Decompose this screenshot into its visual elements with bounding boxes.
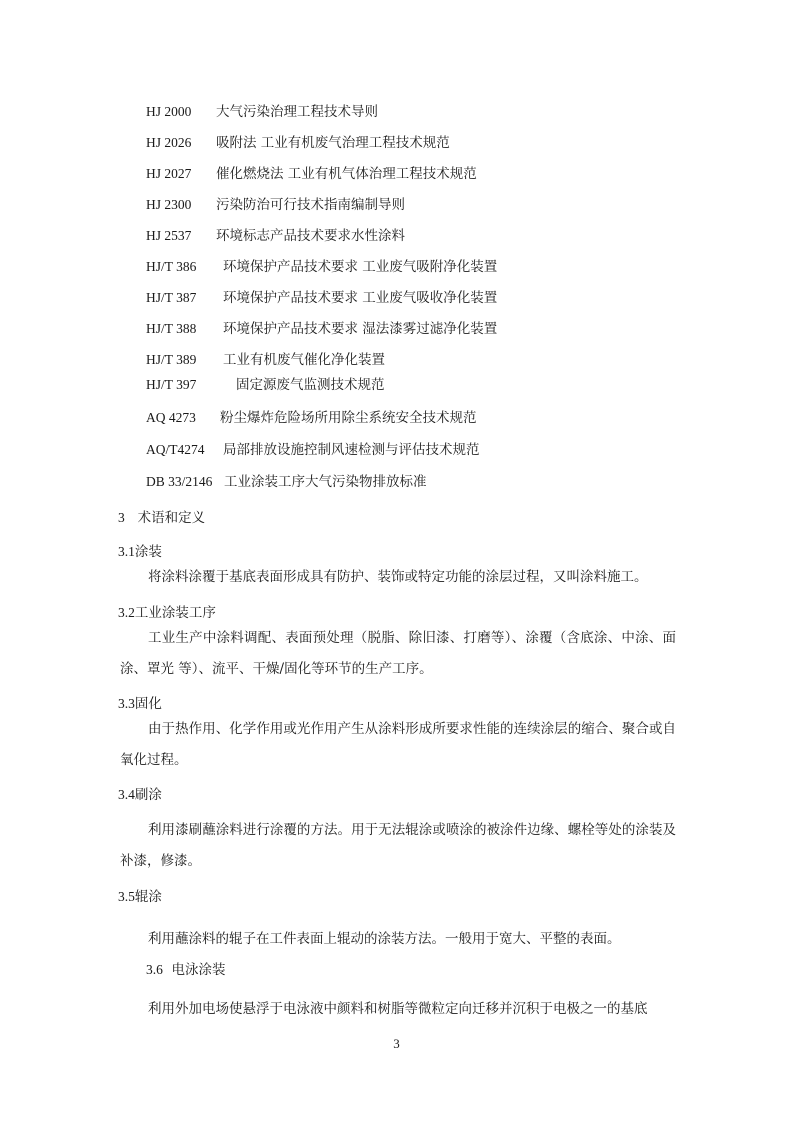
term-definition: 利用漆刷蘸涂料进行涂覆的方法。用于无法辊涂或喷涂的被涂件边缘、螺栓等处的涂装及补漆，修漆。: [120, 822, 676, 869]
reference-title: 粉尘爆炸危险场所用除尘系统安全技术规范: [220, 410, 477, 426]
term-heading: [118, 785, 162, 805]
reference-code: AQ/T4274: [146, 442, 205, 457]
reference-code: HJ/T 397: [146, 377, 197, 392]
term-title: 固化: [134, 696, 162, 712]
term-heading: [118, 694, 162, 714]
reference-code: AQ 4273: [146, 410, 196, 425]
reference-item: [146, 289, 497, 307]
term-title: 电泳涂装: [171, 962, 226, 978]
section-title: 术语和定义: [137, 510, 206, 526]
reference-code: HJ 2000: [146, 104, 192, 119]
reference-code: HJ 2026: [146, 135, 192, 150]
term-definition: 将涂料涂覆于基底表面形成具有防护、装饰或特定功能的涂层过程，又叫涂料施工。: [148, 569, 648, 585]
term-title: 刷涂: [134, 787, 162, 803]
term-number: 3.2: [118, 605, 135, 620]
term-title: 工业涂装工序: [134, 605, 216, 621]
reference-title: 吸附法 工业有机废气治理工程技术规范: [216, 135, 450, 151]
term-definition: 工业生产中涂料调配、表面预处理（脱脂、除旧漆、打磨等）、涂覆（含底涂、中涂、面涂、罩光 等）、流平、干燥/固化等环节的生产工序。: [120, 630, 676, 677]
section-number: 3: [118, 510, 125, 525]
reference-title: 污染防治可行技术指南编制导则: [216, 197, 405, 213]
term-definition: 利用外加电场使悬浮于电泳液中颜料和树脂等微粒定向迁移并沉积于电极之一的基底: [148, 1001, 648, 1017]
term-title: 辊涂: [134, 889, 162, 905]
term-number: 3.4: [118, 787, 135, 802]
reference-item: [146, 258, 497, 276]
reference-item: [146, 196, 405, 214]
reference-item: [146, 134, 450, 152]
reference-title: 环境标志产品技术要求水性涂料: [216, 228, 405, 244]
page-number: 3: [393, 1036, 400, 1051]
reference-title: 工业涂装工序大气污染物排放标准: [224, 474, 427, 490]
section-heading: [118, 508, 205, 528]
reference-item: [146, 473, 427, 491]
term-title: 涂装: [134, 544, 162, 560]
term-definition: 由于热作用、化学作用或光作用产生从涂料形成所要求性能的连续涂层的缩合、聚合或自氧化过程。: [120, 721, 676, 768]
reference-item: [146, 103, 378, 121]
reference-item: [146, 351, 385, 369]
reference-item: [146, 376, 385, 394]
term-heading: [118, 603, 216, 623]
reference-title: 环境保护产品技术要求 工业废气吸附净化装置: [223, 259, 498, 275]
reference-title: 环境保护产品技术要求 湿法漆雾过滤净化装置: [223, 321, 498, 337]
reference-code: HJ/T 389: [146, 352, 197, 367]
term-definition: 利用蘸涂料的辊子在工件表面上辊动的涂装方法。一般用于宽大、平整的表面。: [148, 931, 621, 947]
reference-item: [146, 165, 477, 183]
term-number: 3.6: [146, 962, 163, 977]
reference-title: 工业有机废气催化净化装置: [223, 352, 385, 368]
reference-code: HJ/T 386: [146, 259, 197, 274]
reference-title: 固定源废气监测技术规范: [236, 377, 385, 393]
reference-code: HJ/T 388: [146, 321, 197, 336]
reference-title: 大气污染治理工程技术导则: [216, 104, 378, 120]
reference-code: HJ 2027: [146, 166, 192, 181]
reference-item: [146, 320, 497, 338]
reference-code: DB 33/2146: [146, 474, 213, 489]
term-heading: [118, 542, 162, 562]
term-number: 3.5: [118, 889, 135, 904]
reference-title: 局部排放设施控制风速检测与评估技术规范: [223, 442, 480, 458]
reference-item: [146, 409, 477, 427]
reference-item: [146, 227, 405, 245]
reference-code: HJ 2537: [146, 228, 192, 243]
term-number: 3.3: [118, 696, 135, 711]
term-heading: [146, 960, 225, 980]
reference-title: 催化燃烧法 工业有机气体治理工程技术规范: [216, 166, 477, 182]
reference-code: HJ 2300: [146, 197, 192, 212]
reference-item: [146, 441, 480, 459]
term-heading: [118, 887, 162, 907]
term-number: 3.1: [118, 544, 135, 559]
reference-code: HJ/T 387: [146, 290, 197, 305]
reference-title: 环境保护产品技术要求 工业废气吸收净化装置: [223, 290, 498, 306]
